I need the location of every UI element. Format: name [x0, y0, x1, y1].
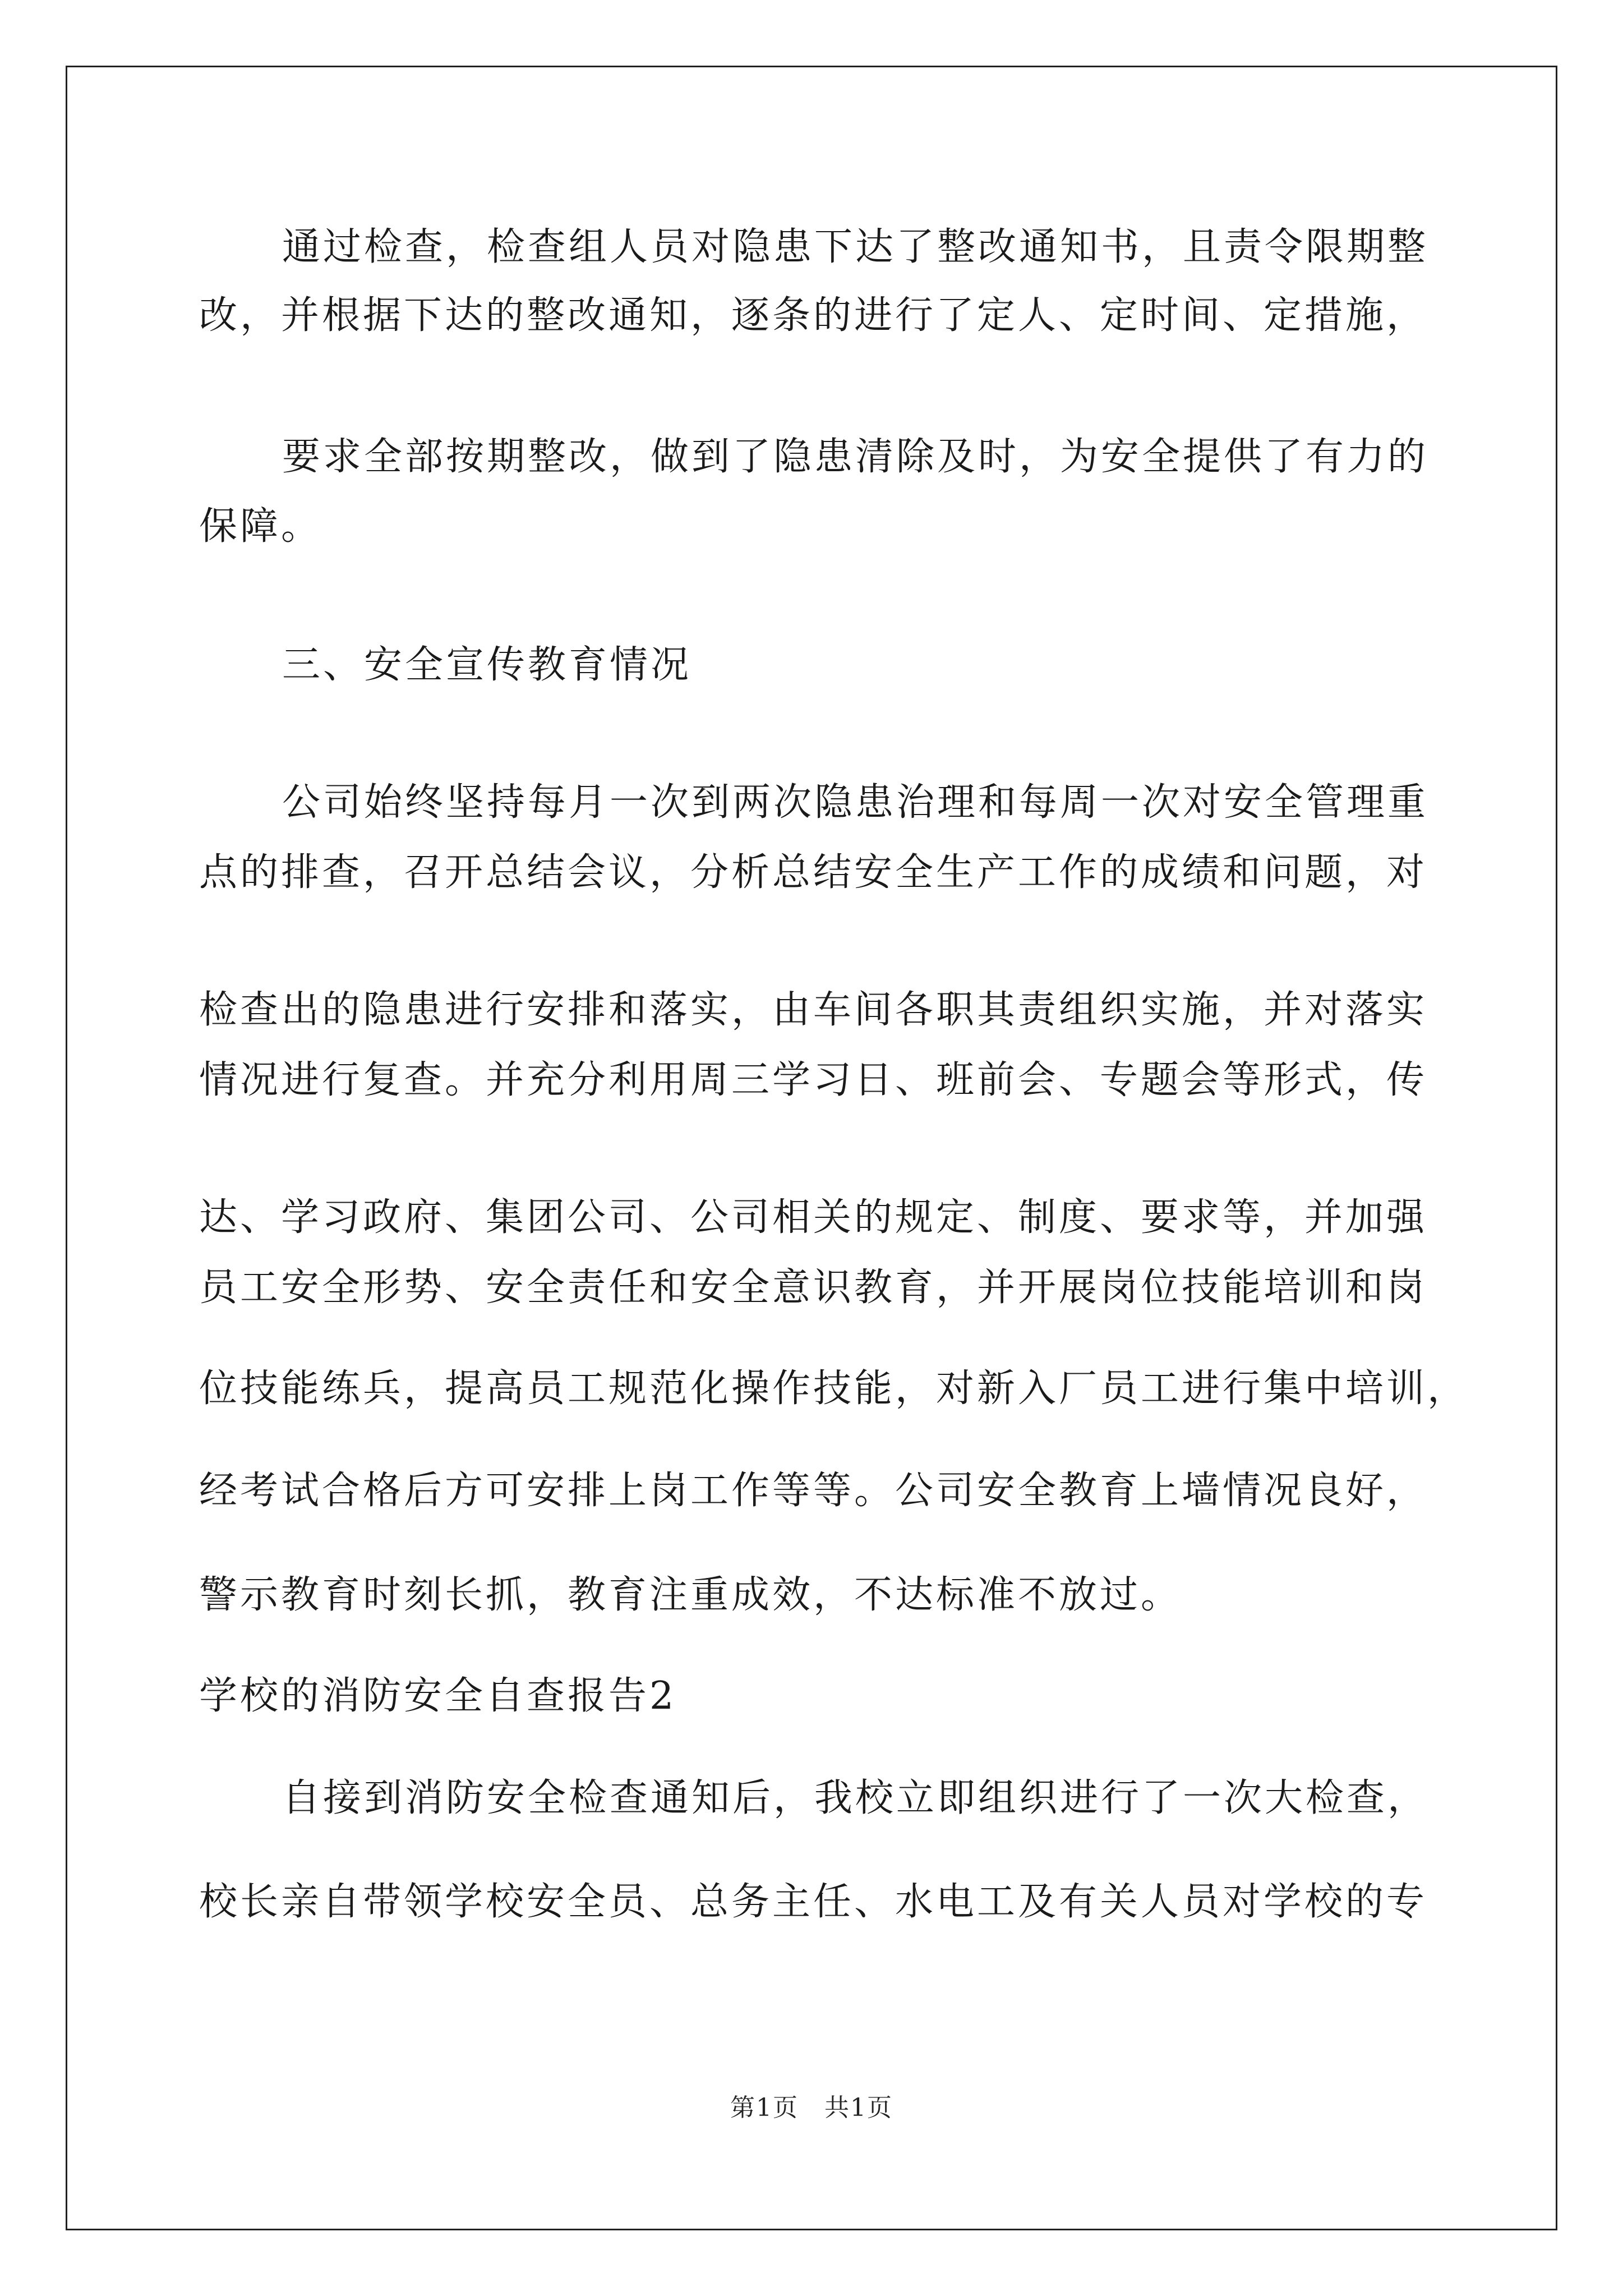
paragraph-line: 警示教育时刻长抓，教育注重成效，不达标准不放过。 — [199, 1573, 1182, 1617]
paragraph-line: 位技能练兵，提高员工规范化操作技能，对新入厂员工进行集中培训， — [199, 1366, 1469, 1411]
paragraph-line: 改，并根据下达的整改通知，逐条的进行了定人、定时间、定措施， — [199, 293, 1428, 338]
paragraph-line: 要求全部按期整改，做到了隐患清除及时，为安全提供了有力的 — [282, 435, 1429, 479]
paragraph-line: 点的排查，召开总结会议，分析总结安全生产工作的成绩和问题，对 — [199, 850, 1428, 895]
paragraph-line: 经考试合格后方可安排上岗工作等等。公司安全教育上墙情况良好， — [199, 1469, 1428, 1513]
paragraph-line: 情况进行复查。并充分利用周三学习日、班前会、专题会等形式，传 — [199, 1058, 1428, 1102]
document-title: 学校的消防安全自查报告2 — [199, 1674, 677, 1718]
paragraph-line: 公司始终坚持每月一次到两次隐患治理和每周一次对安全管理重 — [282, 780, 1429, 825]
paragraph-line: 员工安全形势、安全责任和安全意识教育，并开展岗位技能培训和岗 — [199, 1266, 1428, 1310]
paragraph-line: 校长亲自带领学校安全员、总务主任、水电工及有关人员对学校的专 — [199, 1880, 1428, 1924]
paragraph-line: 达、学习政府、集团公司、公司相关的规定、制度、要求等，并加强 — [199, 1195, 1428, 1240]
page-number-footer: 第1页 共1页 — [730, 2093, 893, 2122]
paragraph-line: 检查出的隐患进行安排和落实，由车间各职其责组织实施，并对落实 — [199, 988, 1428, 1032]
paragraph-line: 保障。 — [199, 504, 322, 549]
paragraph-line: 通过检查，检查组人员对隐患下达了整改通知书，且责令限期整 — [282, 225, 1429, 269]
paragraph-line: 自接到消防安全检查通知后，我校立即组织进行了一次大检查， — [282, 1776, 1429, 1820]
section-heading: 三、安全宣传教育情况 — [282, 643, 692, 687]
